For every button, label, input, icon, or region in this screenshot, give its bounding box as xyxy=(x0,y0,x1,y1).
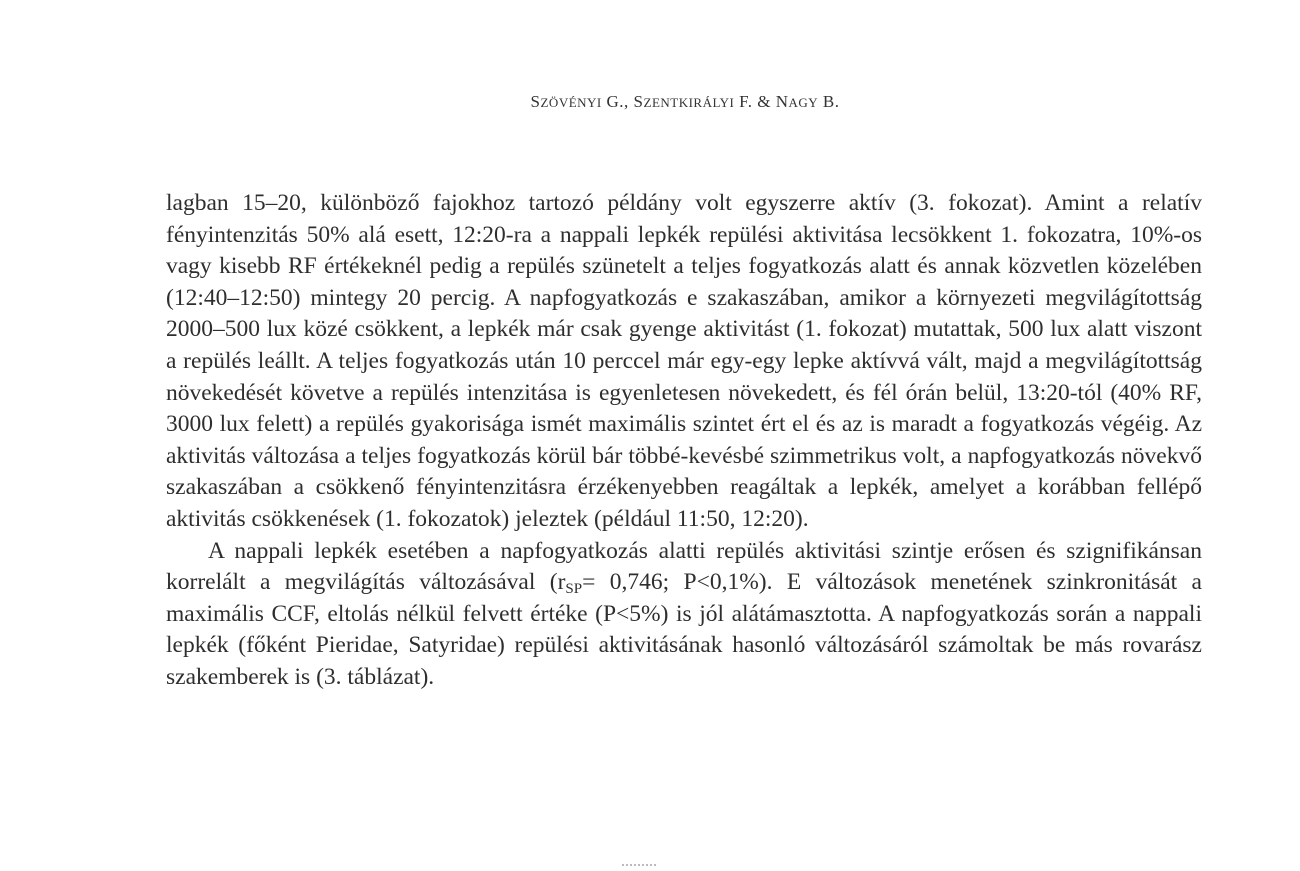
subscript-sp: SP xyxy=(565,581,583,598)
author-3: NAGY B. xyxy=(775,92,840,111)
running-head-authors xyxy=(0,92,1300,112)
paragraph-1: lagban 15–20, különböző fajokhoz tartozó példány volt egyszerre aktív (3. fokozat). Amint a relatív fényintenzitás 50% alá esett, 12:20-ra a nappali lepkék repülési aktivitása lecsökkent 1. fokozatra, 10%-os vagy kisebb RF értékeknél pedig a repülés szünetelt a teljes fogyatkozás alatt és annak közvetlen közelében (12:40–12:50) mintegy 20 percig. A napfogyatkozás e szakaszában, amikor a környezeti megvilágítottság 2000–500 lux közé csökkent, a lepkék már csak gyenge aktivitást (1. fokozat) mutattak, 500 lux alatt viszont a repülés leállt. A teljes fogyatkozás után 10 perccel már egy-egy lepke aktívvá vált, majd a megvilágítottság növekedését követve a repülés intenzitása is egyenletesen növekedett, és fél órán belül, 13:20-tól (40% RF, 3000 lux felett) a repülés gyakorisága ismét maximális szintet ért el és az is maradt a fogyatkozás végéig. Az aktivitás változása a teljes fogyatkozás körül bár többé-kevésbé szimmetrikus volt, a napfogyatkozás növekvő szakaszában a csökkenő fényintenzitásra érzékenyebben reagáltak a lepkék, amelyet a korábban fellépő aktivitás csökkenések (1. fokozatok) jeleztek (például 11:50, 12:20). xyxy=(166,190,1202,532)
paragraph-2: A nappali lepkék esetében a napfogyatkozás alatti repülés aktivitási szintje erősen és szignifikánsan korrelált a megvilágítás változásával ($r_{SP}= 0,746$; P<0,1%). E változások menetének szinkronitását a maximális CCF, eltolás nélkül felvett értéke (P<5%) is jól alátámasztotta. A napfogyatkozás során a nappali lepkék (főként Pieridae, Satyridae) repülési aktivitásának hasonló változásáról számoltak be más rovarász szakemberek is (3. táblázat). xyxy=(166,537,1202,690)
author-2: SZENTKIRÁLYI F. & xyxy=(633,92,776,111)
body-text xyxy=(166,188,1202,694)
page-number-fragment xyxy=(622,864,656,869)
author-1: SZÖVÉNYI G., xyxy=(530,92,634,111)
